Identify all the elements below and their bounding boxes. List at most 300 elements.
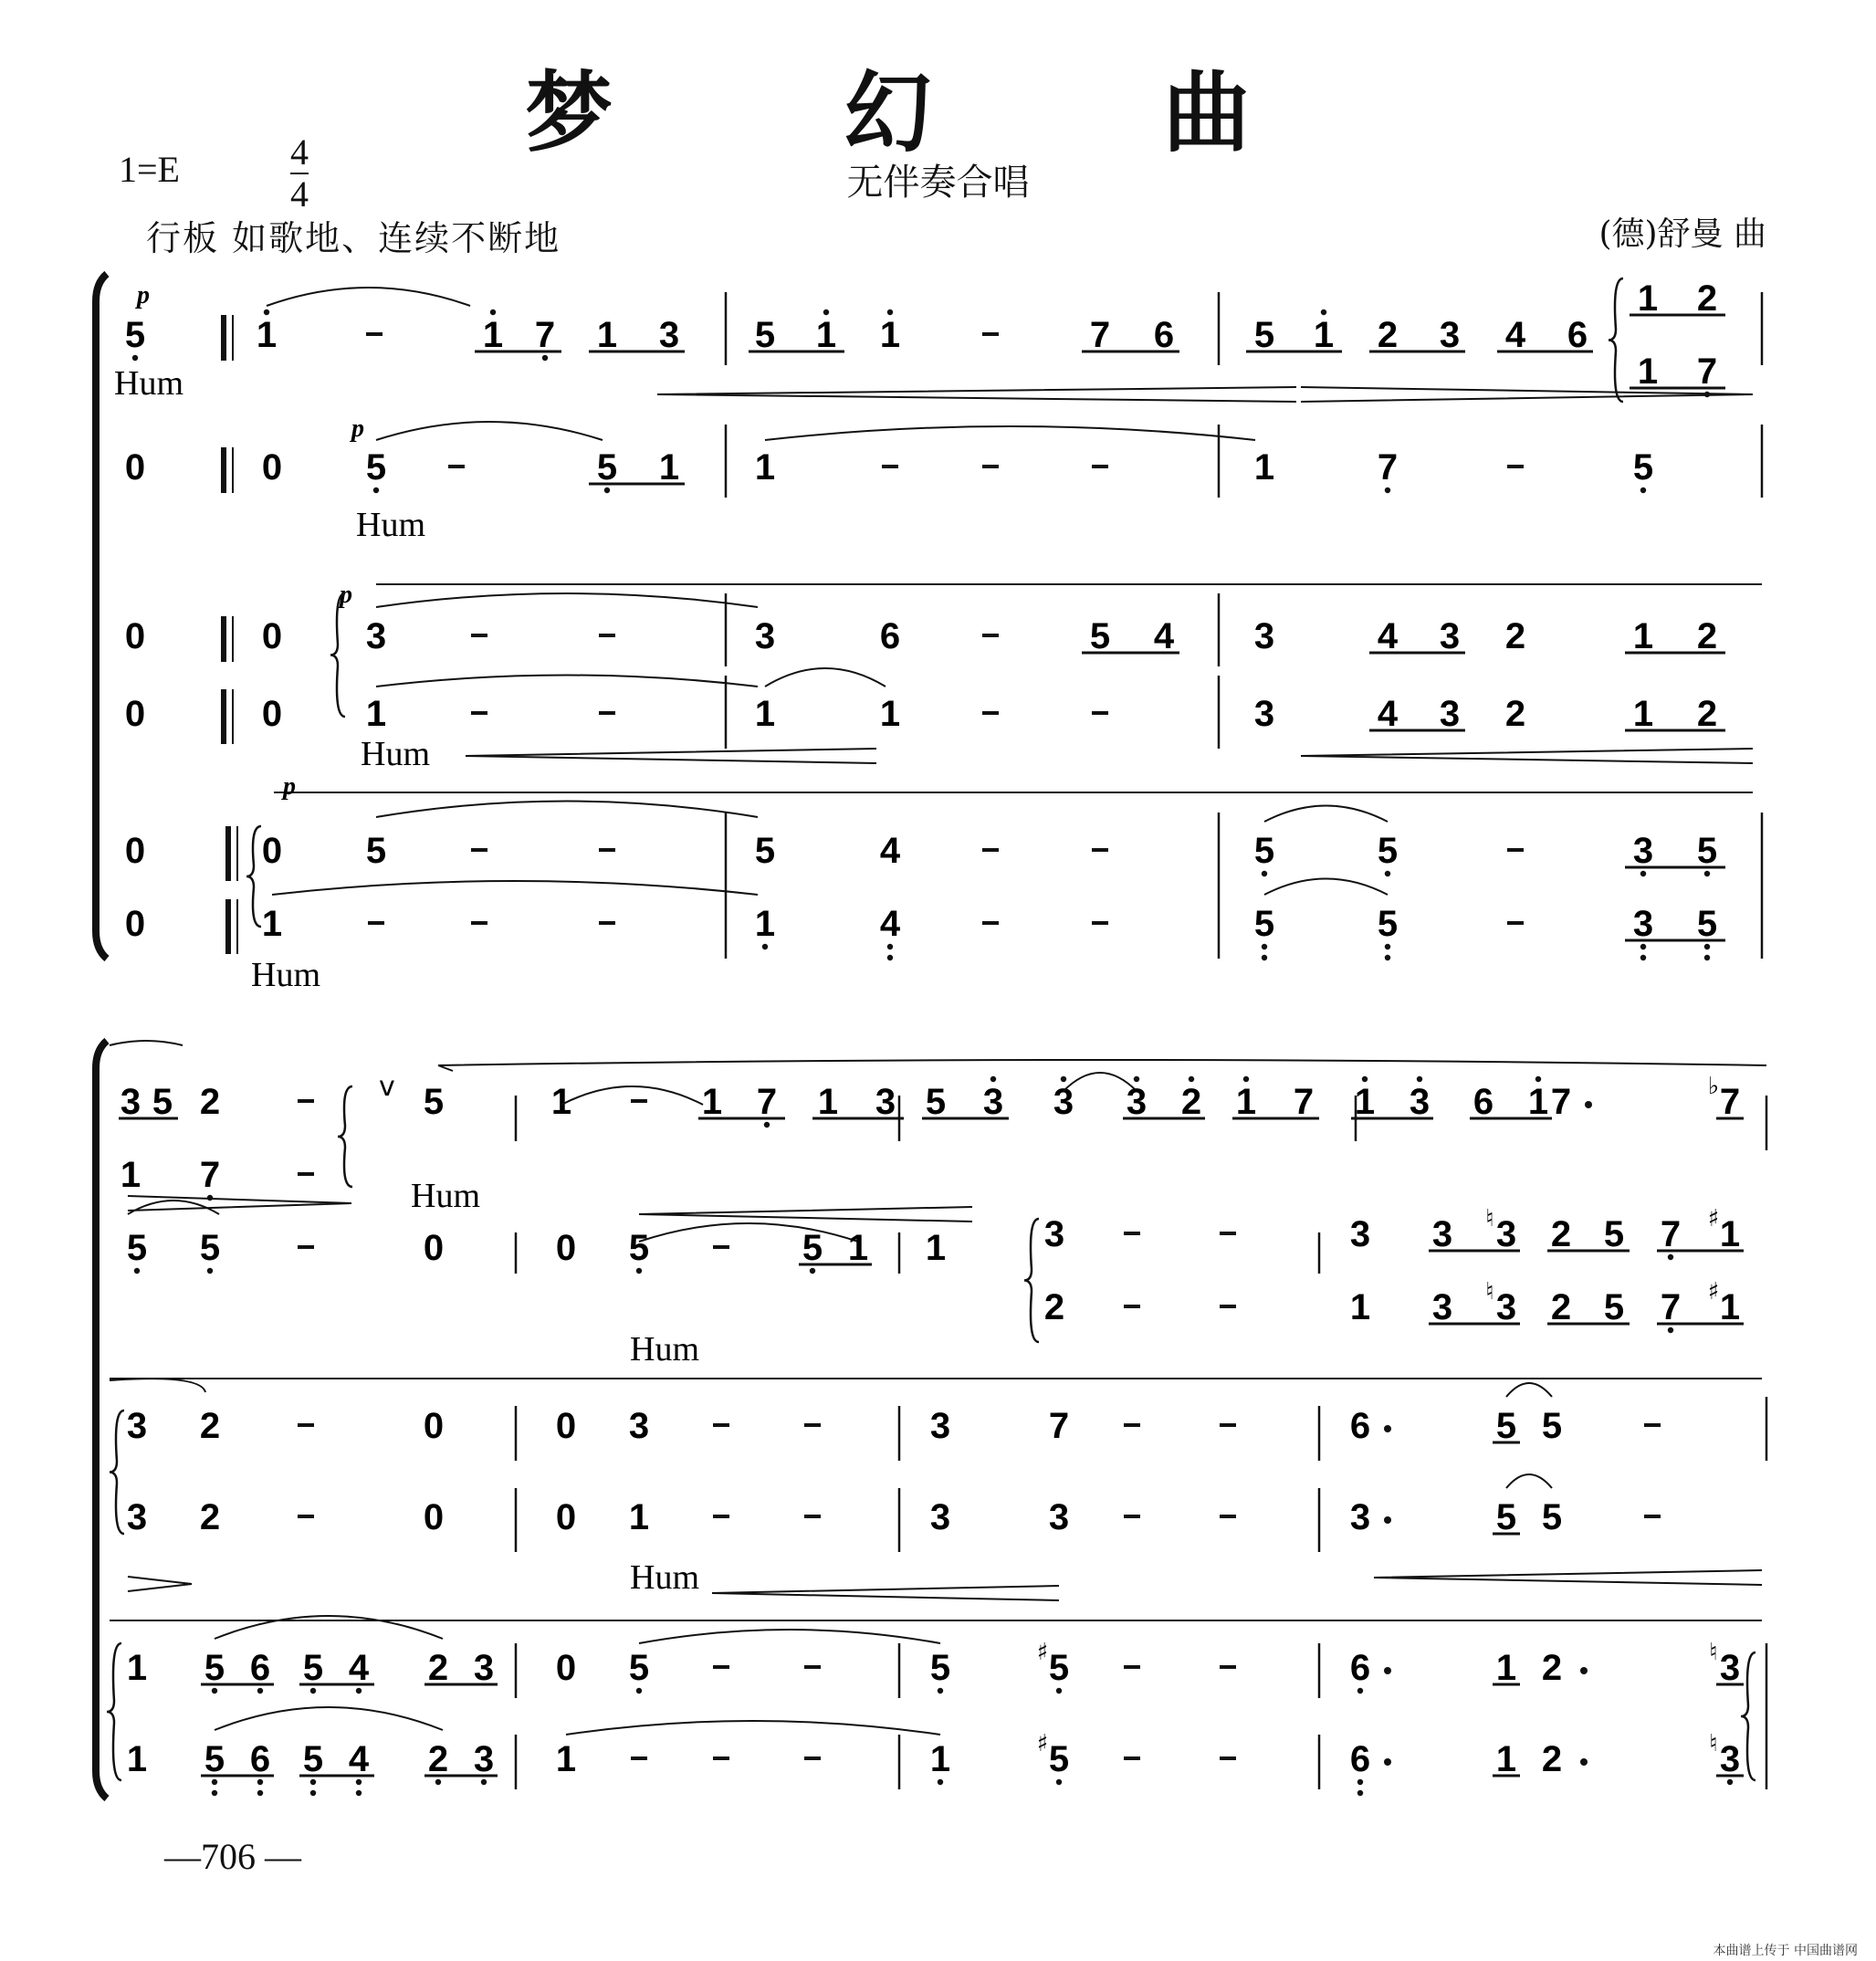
octave-dot-below — [1385, 955, 1390, 960]
note: 4 — [1377, 694, 1399, 734]
note: 6 — [1349, 1648, 1371, 1688]
note: 5 — [929, 1648, 951, 1688]
octave-dot-below — [356, 1688, 362, 1694]
note: 1 — [1235, 1082, 1257, 1122]
note: 7 — [534, 315, 556, 355]
slur — [1264, 806, 1388, 823]
note: 5 — [152, 1082, 173, 1122]
octave-dot-above — [990, 1076, 996, 1082]
slur — [376, 593, 758, 607]
decrescendo-hairpin — [128, 1577, 192, 1591]
slur — [110, 1379, 205, 1392]
note: 1 — [1637, 278, 1659, 319]
note: 7 — [1293, 1082, 1315, 1122]
note: 2 — [427, 1648, 449, 1688]
accidental: ♮ — [1709, 1730, 1718, 1757]
brace — [330, 593, 345, 717]
note: 1 — [126, 1648, 148, 1688]
octave-dot-below — [310, 1790, 316, 1796]
octave-dot-below — [356, 1790, 362, 1796]
octave-dot-above — [887, 309, 893, 315]
note: 1 — [1527, 1082, 1549, 1122]
note: 2 — [1696, 616, 1718, 656]
tie-line — [438, 1065, 453, 1071]
note: 3 — [1253, 694, 1275, 734]
note: 1 — [1349, 1287, 1371, 1327]
note: 5 — [754, 831, 776, 871]
note: 7 — [1550, 1082, 1572, 1122]
slur — [1506, 1474, 1552, 1488]
octave-dot-below — [356, 1779, 362, 1785]
note: 3 — [982, 1082, 1004, 1122]
octave-dot-below — [207, 1268, 213, 1274]
lyric-hum: Hum — [630, 1330, 699, 1369]
note: 5 — [1377, 831, 1399, 871]
note: 1 — [815, 315, 837, 355]
note: 1 — [1354, 1082, 1376, 1122]
note: 2 — [1541, 1648, 1563, 1688]
slur — [639, 1223, 858, 1242]
note: 0 — [555, 1406, 577, 1446]
note: 7 — [1089, 315, 1111, 355]
octave-dot-above — [1321, 309, 1326, 315]
note: 1 — [1495, 1648, 1517, 1688]
octave-dot-above — [1061, 1076, 1066, 1082]
crescendo-hairpin — [639, 1207, 972, 1222]
slur — [376, 676, 758, 687]
note: 2 — [427, 1739, 449, 1779]
footer-credit: 本曲谱上传于 中国曲谱网 — [1713, 1944, 1858, 1958]
octave-dot-below — [1640, 871, 1646, 876]
augmentation-dot — [1585, 1101, 1592, 1108]
octave-dot-below — [1385, 871, 1390, 876]
note: 3 — [126, 1497, 148, 1537]
note: 1 — [555, 1739, 577, 1779]
octave-dot-below — [1357, 1779, 1363, 1785]
octave-dot-above — [1535, 1076, 1541, 1082]
note: 5 — [1495, 1406, 1517, 1446]
note: 7 — [1660, 1287, 1682, 1327]
note: 7 — [1377, 447, 1399, 488]
slur — [1506, 1383, 1552, 1397]
note: 3 — [1048, 1497, 1070, 1537]
note: 6 — [1153, 315, 1175, 355]
note: 1 — [261, 904, 283, 944]
note: 0 — [124, 616, 146, 656]
accidental: ♮ — [1709, 1639, 1718, 1666]
note: 5 — [628, 1228, 650, 1268]
accidental: ♯ — [1707, 1205, 1720, 1232]
octave-dot-below — [481, 1779, 487, 1785]
octave-dot-below — [132, 355, 138, 361]
note: 0 — [423, 1406, 445, 1446]
breath-mark: v — [379, 1071, 395, 1103]
crescendo-hairpin — [1301, 749, 1753, 763]
note: 5 — [1048, 1648, 1070, 1688]
note: 3 — [1439, 616, 1461, 656]
note: 1 — [1253, 447, 1275, 488]
note: 3 — [1409, 1082, 1431, 1122]
octave-dot-below — [1668, 1327, 1673, 1333]
note: 3 — [1439, 315, 1461, 355]
octave-dot-below — [134, 1268, 140, 1274]
octave-dot-above — [490, 309, 496, 315]
note: 7 — [1696, 351, 1718, 392]
brace — [1609, 278, 1623, 402]
lyric-hum: Hum — [411, 1177, 480, 1215]
octave-dot-below — [257, 1779, 263, 1785]
note: 6 — [249, 1648, 271, 1688]
octave-dot-above — [1134, 1076, 1139, 1082]
note: 3 — [1431, 1287, 1453, 1327]
note: 1 — [596, 315, 618, 355]
slur — [272, 881, 758, 895]
note: 6 — [1567, 315, 1588, 355]
note: 1 — [628, 1497, 650, 1537]
note: 5 — [628, 1648, 650, 1688]
augmentation-dot — [1580, 1758, 1588, 1766]
note: 5 — [754, 315, 776, 355]
note: 1 — [1495, 1739, 1517, 1779]
note: 3 — [1632, 904, 1654, 944]
octave-dot-below — [310, 1779, 316, 1785]
time-signature-top: 4 — [290, 131, 309, 173]
note: 5 — [199, 1228, 221, 1268]
octave-dot-below — [1640, 488, 1646, 493]
brace — [1024, 1219, 1039, 1342]
note: 7 — [1660, 1214, 1682, 1254]
slur — [765, 668, 886, 687]
note: 0 — [261, 447, 283, 488]
dynamic-mark: p — [340, 581, 352, 609]
note: 1 — [701, 1082, 723, 1122]
note: 3 — [1253, 616, 1275, 656]
note: 2 — [199, 1497, 221, 1537]
octave-dot-below — [1668, 1254, 1673, 1260]
octave-dot-below — [1727, 1779, 1733, 1785]
note: 6 — [879, 616, 901, 656]
note: 4 — [1377, 616, 1399, 656]
accidental: ♮ — [1485, 1205, 1494, 1232]
note: 5 — [204, 1648, 225, 1688]
subtitle: 无伴奏合唱 — [846, 162, 1030, 204]
note: 1 — [754, 447, 776, 488]
note: 3 — [1053, 1082, 1074, 1122]
note: 6 — [1349, 1406, 1371, 1446]
note: 5 — [423, 1082, 445, 1122]
octave-dot-below — [636, 1268, 642, 1274]
note: 3 — [1495, 1214, 1517, 1254]
note: 2 — [1043, 1287, 1065, 1327]
brace — [107, 1643, 121, 1780]
note: 3 — [1126, 1082, 1148, 1122]
octave-dot-below — [938, 1688, 943, 1694]
crescendo-hairpin — [1374, 1570, 1762, 1585]
note: 3 — [1719, 1739, 1741, 1779]
note: 2 — [1550, 1214, 1572, 1254]
crescendo-hairpin — [466, 749, 876, 763]
octave-dot-above — [1362, 1076, 1368, 1082]
lyric-hum: Hum — [356, 506, 425, 544]
augmentation-dot — [1384, 1425, 1391, 1432]
octave-dot-below — [764, 1122, 770, 1127]
tempo-marking: 行板 如歌地、连续不断地 — [146, 218, 561, 258]
note: 5 — [124, 315, 146, 355]
note: 7 — [1048, 1406, 1070, 1446]
brace — [110, 1410, 124, 1534]
brace — [246, 826, 261, 927]
lyric-hum: Hum — [114, 364, 183, 403]
note: 5 — [1377, 904, 1399, 944]
slur — [110, 1041, 183, 1045]
dynamic-mark: p — [283, 772, 296, 801]
note: 3 — [875, 1082, 896, 1122]
note: 1 — [879, 315, 901, 355]
augmentation-dot — [1384, 1758, 1391, 1766]
note: 6 — [249, 1739, 271, 1779]
note: 3 — [473, 1739, 495, 1779]
note: 0 — [423, 1497, 445, 1537]
note: 2 — [1696, 694, 1718, 734]
accidental: ♯ — [1036, 1639, 1049, 1666]
octave-dot-below — [887, 944, 893, 949]
note: 5 — [1632, 447, 1654, 488]
note: 1 — [126, 1739, 148, 1779]
note: 3 — [754, 616, 776, 656]
octave-dot-above — [1243, 1076, 1249, 1082]
octave-dot-below — [1704, 944, 1710, 949]
note: 5 — [365, 447, 387, 488]
note: 0 — [261, 694, 283, 734]
octave-dot-above — [1189, 1076, 1194, 1082]
note: 1 — [879, 694, 901, 734]
note: 1 — [754, 904, 776, 944]
note: 3 — [126, 1406, 148, 1446]
note: 5 — [204, 1739, 225, 1779]
time-signature-bottom: 4 — [290, 173, 309, 215]
note: 3 — [1632, 831, 1654, 871]
note: 1 — [482, 315, 504, 355]
note: 5 — [1603, 1214, 1625, 1254]
note: 0 — [124, 831, 146, 871]
note: 1 — [365, 694, 387, 734]
note: 1 — [817, 1082, 839, 1122]
augmentation-dot — [1384, 1516, 1391, 1524]
octave-dot-above — [264, 309, 269, 315]
accidental: ♯ — [1036, 1730, 1049, 1757]
note: 1 — [1632, 616, 1654, 656]
note: 3 — [1495, 1287, 1517, 1327]
key-signature: 1=E — [119, 149, 180, 190]
octave-dot-below — [762, 944, 768, 949]
note: 1 — [120, 1155, 141, 1195]
note: 0 — [555, 1648, 577, 1688]
note: 0 — [261, 616, 283, 656]
note: 3 — [120, 1082, 141, 1122]
crescendo-hairpin — [712, 1586, 1059, 1600]
note: 7 — [756, 1082, 778, 1122]
octave-dot-below — [212, 1790, 217, 1796]
note: 4 — [879, 904, 901, 944]
note: 5 — [302, 1648, 324, 1688]
note: 1 — [847, 1228, 869, 1268]
octave-dot-below — [1385, 944, 1390, 949]
note: 4 — [348, 1739, 370, 1779]
note: 5 — [302, 1739, 324, 1779]
note: 1 — [925, 1228, 947, 1268]
octave-dot-below — [1056, 1779, 1062, 1785]
note: 5 — [1696, 904, 1718, 944]
slur — [765, 426, 1255, 440]
note: 1 — [256, 315, 278, 355]
note: 2 — [1377, 315, 1399, 355]
octave-dot-below — [636, 1688, 642, 1694]
slur — [376, 422, 603, 440]
system-bracket — [96, 1041, 107, 1798]
note: 5 — [925, 1082, 947, 1122]
page-number: —706 — — [164, 1836, 301, 1877]
octave-dot-below — [435, 1779, 441, 1785]
note: 3 — [929, 1497, 951, 1537]
note: 1 — [658, 447, 680, 488]
octave-dot-below — [604, 488, 610, 493]
note: 5 — [1048, 1739, 1070, 1779]
slur — [215, 1616, 443, 1639]
note: 2 — [1180, 1082, 1202, 1122]
note: 5 — [802, 1228, 823, 1268]
note: 6 — [1473, 1082, 1494, 1122]
slur — [128, 1201, 219, 1214]
note: 1 — [1632, 694, 1654, 734]
note: 3 — [1439, 694, 1461, 734]
note: 3 — [658, 315, 680, 355]
octave-dot-above — [1417, 1076, 1422, 1082]
note: 0 — [124, 904, 146, 944]
brace — [338, 1086, 352, 1187]
note: 3 — [628, 1406, 650, 1446]
slur — [566, 1721, 940, 1735]
octave-dot-below — [212, 1779, 217, 1785]
note: 1 — [1313, 315, 1335, 355]
note: 0 — [124, 694, 146, 734]
note: 5 — [596, 447, 618, 488]
accidental: ♭ — [1707, 1073, 1720, 1100]
note: 5 — [1696, 831, 1718, 871]
note: 2 — [199, 1406, 221, 1446]
octave-dot-below — [810, 1268, 815, 1274]
note: 1 — [929, 1739, 951, 1779]
note: 3 — [1719, 1648, 1741, 1688]
slur — [1264, 879, 1388, 896]
octave-dot-below — [1640, 955, 1646, 960]
note: 7 — [199, 1155, 221, 1195]
note: 0 — [124, 447, 146, 488]
crescendo-hairpin — [657, 387, 1296, 402]
octave-dot-below — [1357, 1790, 1363, 1796]
augmentation-dot — [1580, 1667, 1588, 1674]
note: 5 — [1495, 1497, 1517, 1537]
octave-dot-above — [823, 309, 829, 315]
augmentation-dot — [1384, 1667, 1391, 1674]
lyric-hum: Hum — [630, 1558, 699, 1597]
slur — [639, 1630, 940, 1643]
octave-dot-below — [1704, 955, 1710, 960]
note: 3 — [1043, 1214, 1065, 1254]
dynamic-mark: p — [351, 414, 364, 443]
octave-dot-below — [310, 1688, 316, 1694]
octave-dot-below — [257, 1688, 263, 1694]
note: 7 — [1719, 1082, 1741, 1122]
note: 3 — [473, 1648, 495, 1688]
octave-dot-below — [887, 955, 893, 960]
note: 5 — [126, 1228, 148, 1268]
note: 1 — [1719, 1214, 1741, 1254]
note: 1 — [754, 694, 776, 734]
note: 5 — [1253, 315, 1275, 355]
note: 2 — [1696, 278, 1718, 319]
system-bracket — [96, 274, 107, 959]
octave-dot-below — [1704, 871, 1710, 876]
note: 5 — [1603, 1287, 1625, 1327]
note: 1 — [1637, 351, 1659, 392]
lyric-hum: Hum — [251, 956, 320, 994]
note: 2 — [1550, 1287, 1572, 1327]
slur — [376, 802, 758, 818]
note: 5 — [1253, 831, 1275, 871]
note: 5 — [1541, 1497, 1563, 1537]
octave-dot-below — [1262, 944, 1267, 949]
note: 0 — [261, 831, 283, 871]
brace — [1741, 1652, 1755, 1780]
note: 3 — [1431, 1214, 1453, 1254]
octave-dot-below — [257, 1790, 263, 1796]
dynamic-mark: p — [137, 281, 150, 309]
note: 3 — [365, 616, 387, 656]
slur — [215, 1707, 443, 1730]
note: 3 — [929, 1406, 951, 1446]
accidental: ♯ — [1707, 1278, 1720, 1306]
octave-dot-below — [1262, 955, 1267, 960]
decrescendo-hairpin — [128, 1196, 351, 1211]
note: 3 — [1349, 1497, 1371, 1537]
note: 3 — [1349, 1214, 1371, 1254]
note: 1 — [1719, 1287, 1741, 1327]
lyric-hum: Hum — [361, 735, 430, 773]
note: 4 — [1504, 315, 1526, 355]
note: 0 — [555, 1228, 577, 1268]
note: 2 — [1504, 616, 1526, 656]
note: 0 — [555, 1497, 577, 1537]
note: 4 — [879, 831, 901, 871]
note: 4 — [348, 1648, 370, 1688]
note: 5 — [1089, 616, 1111, 656]
note: 5 — [1541, 1406, 1563, 1446]
note: 0 — [423, 1228, 445, 1268]
octave-dot-below — [938, 1779, 943, 1785]
note: 1 — [550, 1082, 572, 1122]
slur — [267, 288, 470, 306]
note: 2 — [199, 1082, 221, 1122]
note: 2 — [1541, 1739, 1563, 1779]
page-title: 梦 幻 曲 — [525, 61, 1351, 164]
composer: (德)舒曼 曲 — [1598, 215, 1766, 253]
note: 6 — [1349, 1739, 1371, 1779]
octave-dot-below — [1385, 488, 1390, 493]
octave-dot-below — [373, 488, 379, 493]
octave-dot-below — [542, 355, 548, 361]
octave-dot-below — [212, 1688, 217, 1694]
note: 5 — [1253, 904, 1275, 944]
